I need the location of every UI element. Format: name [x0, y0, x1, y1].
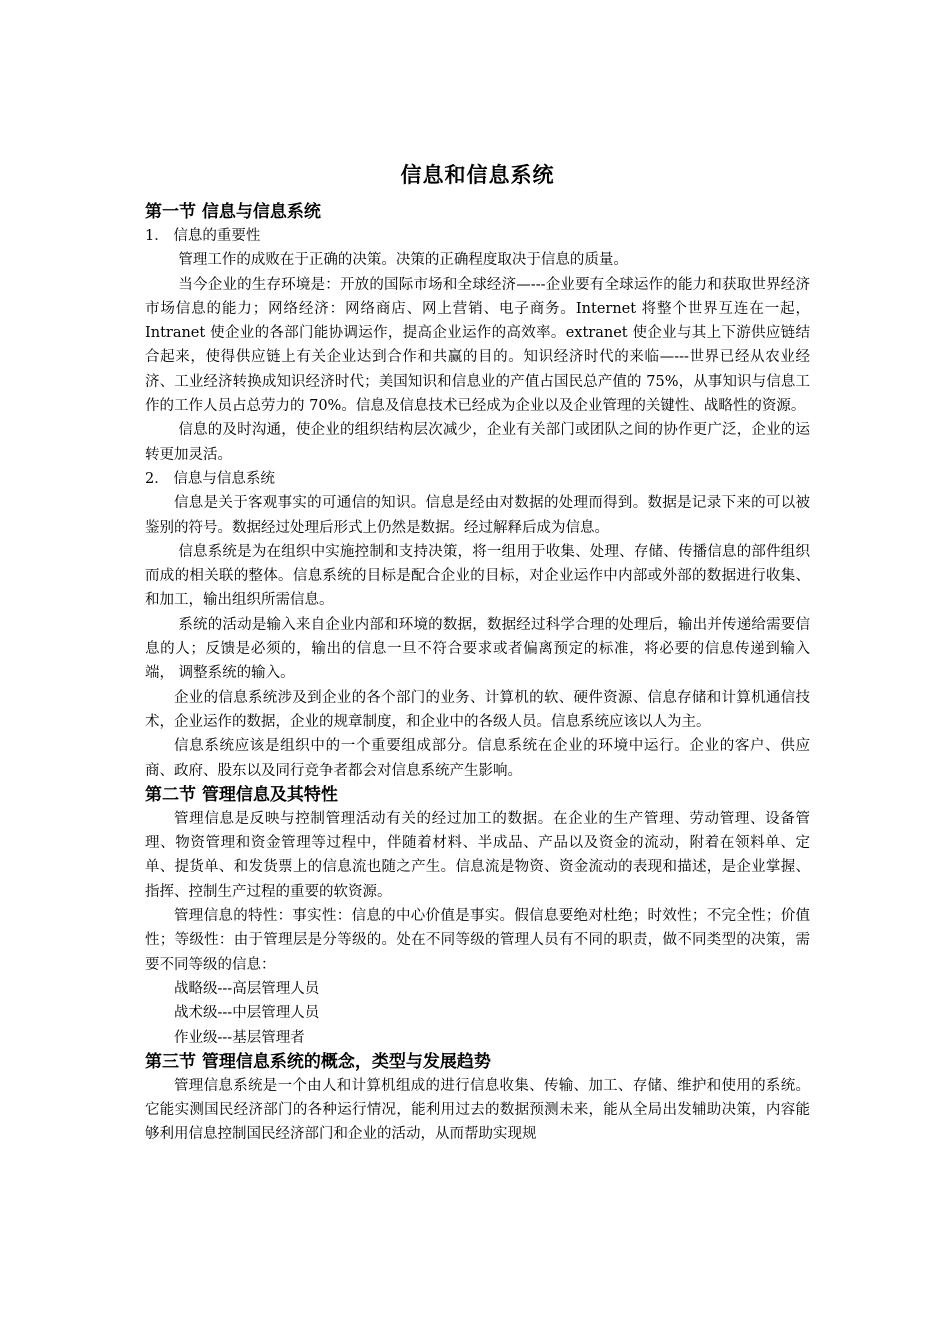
management-level-operational: 作业级---基层管理者: [174, 1029, 305, 1046]
document-page: [145, 160, 810, 1147]
section-2-paragraph-2: 管理信息的特性：事实性：信息的中心价值是事实。假信息要绝对杜绝；时效性；不完全性；价值性；等级性：由于管理层是分等级的。处在不同等级的管理人员有不同的职责，做不同类型的决策，需要不同等级的信息：: [145, 908, 810, 973]
section-1-item-2: 2． 信息与信息系统: [145, 470, 275, 487]
section-1-item-1: 1． 信息的重要性: [145, 228, 261, 244]
management-level-tactical: 战术级---中层管理人员: [174, 1005, 320, 1022]
section-3-paragraph-1: 管理信息系统是一个由人和计算机组成的进行信息收集、传输、加工、存储、维护和使用的系统。它能实测国民经济部门的各种运行情况，能利用过去的数据预测未来，能从全局出发辅助决策，内容能够利用信息控制国民经济部门和企业的活动，从而帮助实现规: [145, 1077, 810, 1143]
section-1-paragraph-7: 企业的信息系统涉及到企业的各个部门的业务、计算机的软、硬件资源、信息存储和计算机通信技术，企业运作的数据，企业的规章制度，和企业中的各级人员。信息系统应该以人为主。: [145, 689, 810, 730]
section-3-heading: 第三节 管理信息系统的概念，类型与发展趋势: [145, 1051, 491, 1072]
section-1-paragraph-5: 信息系统是为在组织中实施控制和支持决策，将一组用于收集、处理、存储、传播信息的部件组织而成的相关联的整体。信息系统的目标是配合企业的目标，对企业运作中内部或外部的数据进行收集、和加工，输出组织所需信息。: [145, 543, 810, 609]
section-1-paragraph-6: 系统的活动是输入来自企业内部和环境的数据，数据经过科学合理的处理后，输出并传递给需要信息的人；反馈是必须的，输出的信息一旦不符合要求或者偏离预定的标准，将必要的信息传递到输入端， 调整系统的输入。: [145, 616, 810, 682]
section-1-heading: 第一节 信息与信息系统: [145, 202, 321, 222]
section-1-paragraph-1: 管理工作的成败在于正确的决策。决策的正确程度取决于信息的质量。: [178, 252, 628, 269]
section-2-paragraph-1: 管理信息是反映与控制管理活动有关的经过加工的数据。在企业的生产管理、劳动管理、设备管理、物资管理和资金管理等过程中，伴随着材料、半成品、产品以及资金的流动，附着在领料单、定单、提货单、和发货票上的信息流也随之产生。信息流是物资、资金流动的表现和描述，是企业掌握、指挥、控制生产过程的重要的软资源。: [145, 810, 810, 900]
section-1-paragraph-4: 信息是关于客观事实的可通信的知识。信息是经由对数据的处理而得到。数据是记录下来的可以被鉴别的符号。数据经过处理后形式上仍然是数据。经过解释后成为信息。: [145, 495, 810, 536]
section-1-paragraph-3: 信息的及时沟通，使企业的组织结构层次减少，企业有关部门或团队之间的协作更广泛，企业的运转更加灵活。: [145, 422, 810, 463]
document-title: 信息和信息系统: [400, 163, 555, 187]
section-2-heading: 第二节 管理信息及其特性: [145, 784, 338, 805]
section-1-paragraph-2: 当今企业的生存环境是：开放的国际市场和全球经济—---企业要有全球运作的能力和获取世界经济市场信息的能力；网络经济：网络商店、网上营销、电子商务。Internet 将整个世界互连在一起，Intranet 使企业的各部门能协调运作，提高企业运作的高效率。extranet 使企业与其上下游供应链结合起来，使得供应链上有关企业达到合作和共赢的目的。知识经济时代的来临—---世界已经从农业经济、工业经济转换成知识经济时代；美国知识和信息业的产值占国民总产值的 75%，从事知识与信息工作的工作人员占总劳力的 70%。信息及信息技术已经成为企业以及企业管理的关键性、战略性的资源。: [145, 276, 810, 415]
section-1-paragraph-8: 信息系统应该是组织中的一个重要组成部分。信息系统在企业的环境中运行。企业的客户、供应商、政府、股东以及同行竞争者都会对信息系统产生影响。: [145, 738, 810, 779]
management-level-strategic: 战略级---高层管理人员: [174, 980, 320, 997]
